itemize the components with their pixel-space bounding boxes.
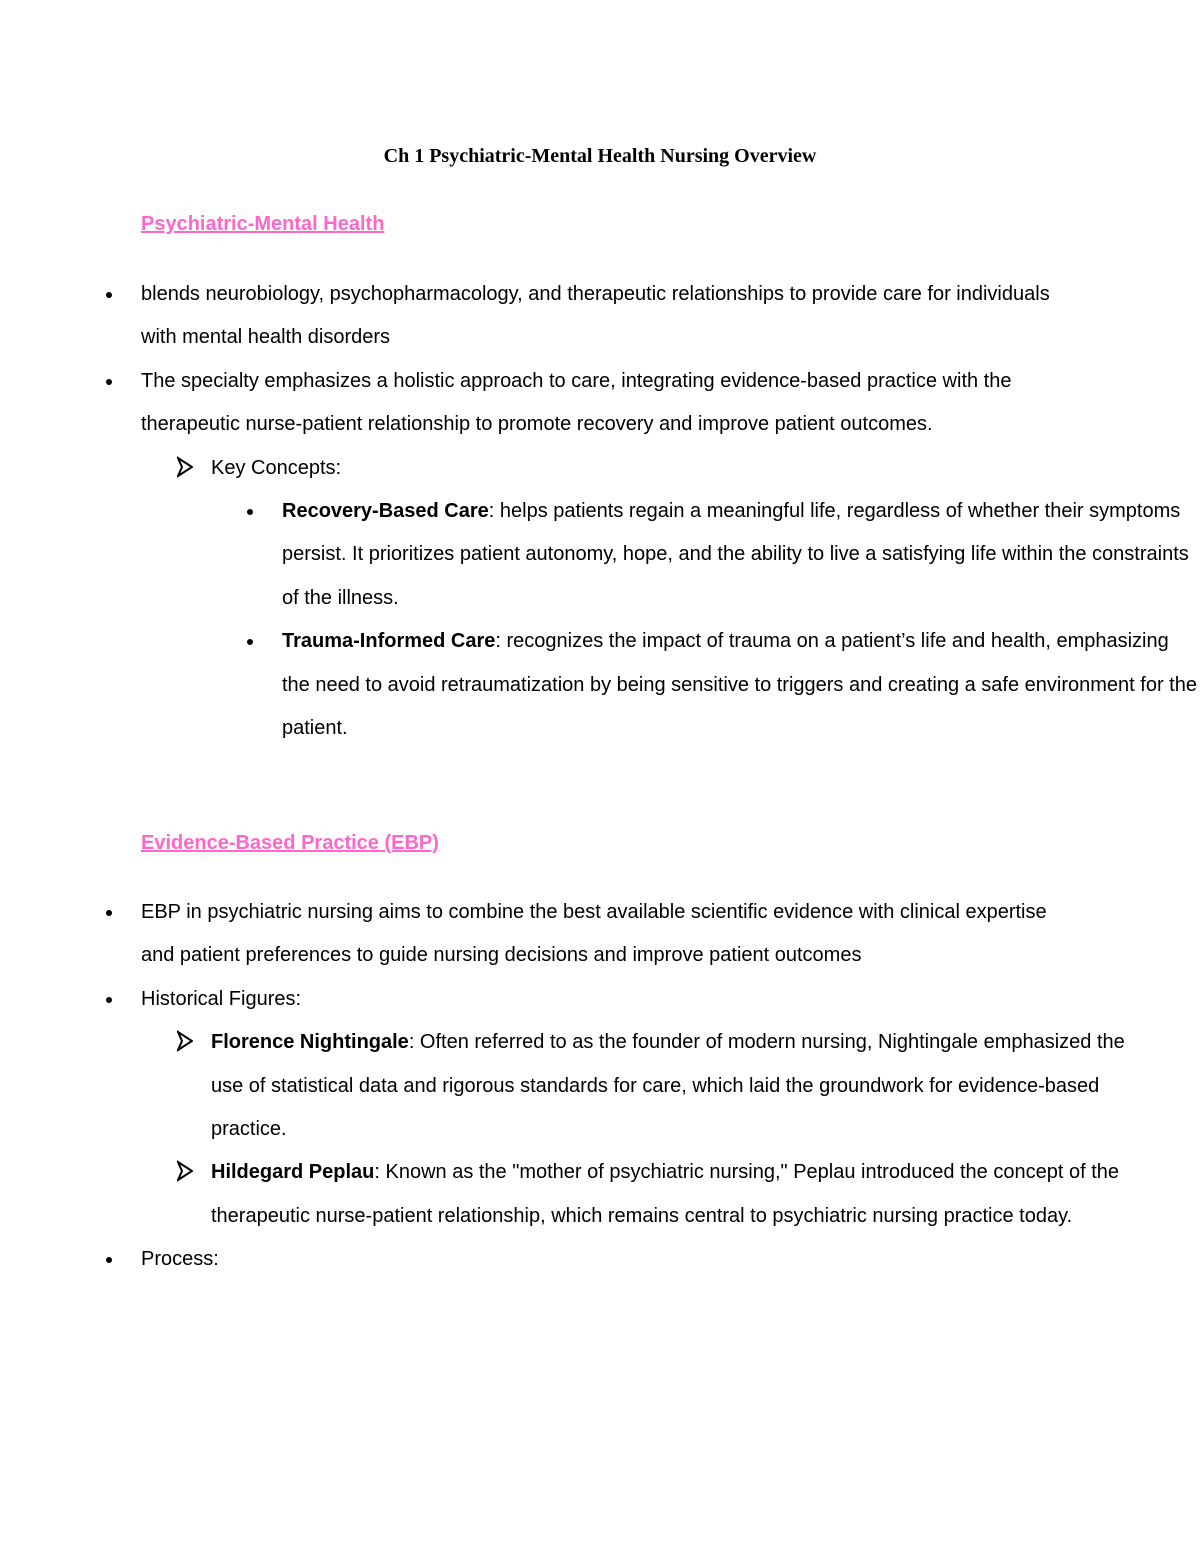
- figure-text: : Known as the "mother of psychiatric nursing," Peplau introduced the concept of the therapeutic nurse-patient relationship, which remains central to psychiatric nursing practice today.: [211, 1161, 1120, 1227]
- bullet-icon: [106, 997, 112, 1003]
- arrowhead-bullet-icon: [177, 456, 193, 478]
- section1-bullet-list: [141, 273, 1197, 750]
- historical-figures-label: Historical Figures:: [141, 987, 302, 1010]
- figure-text: : Often referred to as the founder of modern nursing, Nightingale emphasized the use of statistical data and rigorous standards for care, which laid the groundwork for evidence-based practice.: [211, 1031, 1125, 1141]
- list-item-figure: [70, 1151, 1131, 1238]
- arrowhead-bullet-icon: [177, 1030, 193, 1052]
- list-item: [70, 360, 1061, 447]
- bullet-icon: [106, 292, 112, 298]
- document-title: Ch 1 Psychiatric-Mental Health Nursing Overview: [383, 145, 817, 167]
- list-item-concept: [70, 490, 1200, 620]
- list-item: [70, 891, 1061, 978]
- concept-text: : recognizes the impact of trauma on a patient’s life and health, emphasizing the need to avoid retraumatization by being sensitive to triggers and creating a safe environment for the patient.: [282, 630, 1197, 740]
- bullet-icon: [247, 509, 253, 515]
- figure-name: Florence Nightingale: [211, 1031, 409, 1054]
- concept-term: Trauma-Informed Care: [282, 630, 496, 653]
- section-heading-evidence-based-practice: Evidence-Based Practice (EBP): [141, 832, 439, 854]
- bullet-icon: [247, 639, 253, 645]
- bullet-icon: [106, 379, 112, 385]
- arrowhead-bullet-icon: [177, 1160, 193, 1182]
- list-item-concept: [70, 620, 1200, 750]
- figure-name: Hildegard Peplau: [211, 1161, 375, 1184]
- list-item-historical-figures: [70, 978, 1061, 1021]
- key-concepts-label: Key Concepts:: [211, 456, 342, 479]
- bullet-text: blends neurobiology, psychopharmacology, and therapeutic relationships to provide care for individuals with mental health disorders: [141, 283, 1050, 349]
- section-heading-psychiatric-mental-health: Psychiatric-Mental Health: [141, 213, 385, 235]
- bullet-text: EBP in psychiatric nursing aims to combine the best available scientific evidence with clinical expertise and patient preferences to guide nursing decisions and improve patient outcomes: [141, 901, 1047, 967]
- bullet-icon: [106, 910, 112, 916]
- concept-text: : helps patients regain a meaningful life, regardless of whether their symptoms persist. It prioritizes patient autonomy, hope, and the ability to live a satisfying life within the constraints of the illness.: [282, 500, 1189, 609]
- list-item: [70, 273, 1061, 360]
- process-label: Process:: [141, 1248, 219, 1271]
- list-item-process: [70, 1238, 1061, 1281]
- concept-term: Recovery-Based Care: [282, 500, 489, 523]
- list-item-figure: [70, 1021, 1131, 1151]
- bullet-text: The specialty emphasizes a holistic approach to care, integrating evidence-based practice with the therapeutic nurse-patient relationship to promote recovery and improve patient outcomes.: [141, 369, 1012, 436]
- section2-bullet-list: [141, 891, 1125, 1282]
- list-item-key-concepts: [70, 447, 1131, 490]
- bullet-icon: [106, 1257, 112, 1263]
